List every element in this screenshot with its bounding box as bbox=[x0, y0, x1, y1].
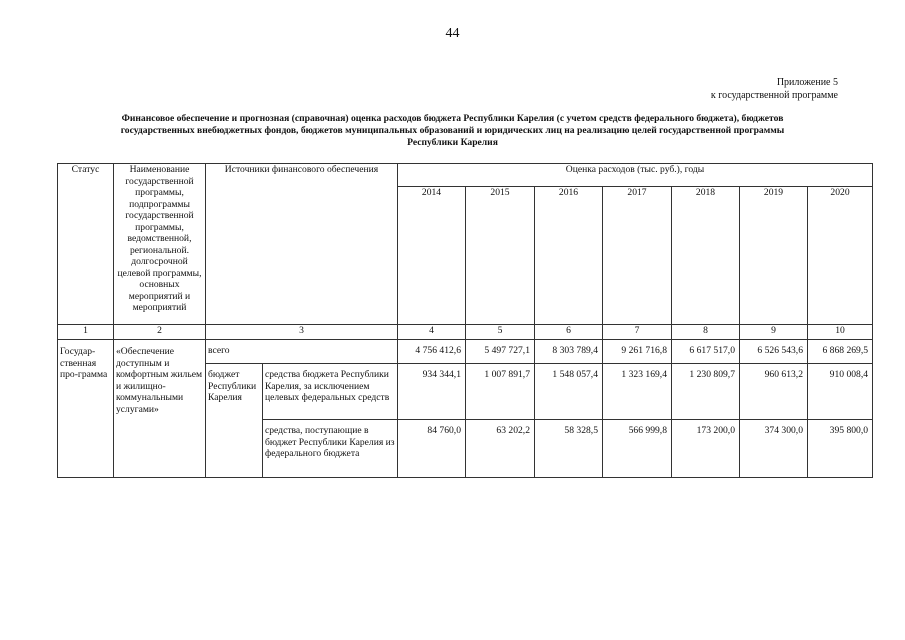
program-status: Государ-ственная про-грамма bbox=[58, 340, 114, 478]
page-number: 44 bbox=[445, 26, 460, 41]
source-federal: средства, поступающие в бюджет Республики Карелия из федерального бюджета bbox=[263, 420, 398, 478]
value-cell: 395 800,0 bbox=[808, 420, 873, 478]
year-header: 2017 bbox=[603, 187, 672, 325]
year-header: 2014 bbox=[398, 187, 466, 325]
year-header: 2016 bbox=[535, 187, 603, 325]
year-header: 2018 bbox=[672, 187, 740, 325]
value-cell: 566 999,8 bbox=[603, 420, 672, 478]
value-cell: 6 526 543,6 bbox=[740, 340, 808, 364]
appendix-reference bbox=[711, 77, 838, 102]
column-number-row bbox=[58, 325, 873, 340]
value-cell: 910 008,4 bbox=[808, 364, 873, 420]
value-cell: 960 613,2 bbox=[740, 364, 808, 420]
title-line-3: Республики Карелия bbox=[407, 137, 498, 148]
value-cell: 8 303 789,4 bbox=[535, 340, 603, 364]
value-cell: 6 617 517,0 bbox=[672, 340, 740, 364]
year-header: 2015 bbox=[466, 187, 535, 325]
value-cell: 58 328,5 bbox=[535, 420, 603, 478]
column-number: 7 bbox=[603, 325, 672, 340]
title-line-1: Финансовое обеспечение и прогнозная (справочная) оценка расходов бюджета Республики Карелия (с учетом средств федерального бюджета), бюджетов bbox=[121, 113, 784, 124]
value-cell: 173 200,0 bbox=[672, 420, 740, 478]
header-row bbox=[58, 164, 873, 187]
value-cell: 1 230 809,7 bbox=[672, 364, 740, 420]
budget-group: бюджет Республики Карелия bbox=[206, 364, 263, 478]
column-number: 5 bbox=[466, 325, 535, 340]
source-total: всего bbox=[206, 340, 398, 364]
value-cell: 84 760,0 bbox=[398, 420, 466, 478]
value-cell: 1 007 891,7 bbox=[466, 364, 535, 420]
appendix-line-1: Приложение 5 bbox=[776, 77, 838, 88]
value-cell: 4 756 412,6 bbox=[398, 340, 466, 364]
value-cell: 934 344,1 bbox=[398, 364, 466, 420]
header-status: Статус bbox=[58, 164, 114, 325]
column-number: 9 bbox=[740, 325, 808, 340]
source-regional: средства бюджета Республики Карелия, за исключением целевых федеральных средств bbox=[263, 364, 398, 420]
column-number: 6 bbox=[535, 325, 603, 340]
value-cell: 63 202,2 bbox=[466, 420, 535, 478]
table-row bbox=[58, 340, 873, 364]
appendix-line-2: к государственной программе bbox=[710, 89, 838, 101]
year-header: 2020 bbox=[808, 187, 873, 325]
header-name: Наименование государственной программы, подпрограммы государственной программы, ведомственной, региональной. долгосрочной целевой программы, основных мероприятий и мероприятий bbox=[114, 164, 206, 325]
value-cell: 1 323 169,4 bbox=[603, 364, 672, 420]
header-sources: Источники финансового обеспечения bbox=[206, 164, 398, 325]
value-cell: 374 300,0 bbox=[740, 420, 808, 478]
year-header: 2019 bbox=[740, 187, 808, 325]
document-title bbox=[60, 113, 845, 149]
value-cell: 1 548 057,4 bbox=[535, 364, 603, 420]
program-name: «Обеспечение доступным и комфортным жильем и жилищно-коммунальными услугами» bbox=[114, 340, 206, 478]
column-number: 1 bbox=[58, 325, 114, 340]
value-cell: 6 868 269,5 bbox=[808, 340, 873, 364]
value-cell: 9 261 716,8 bbox=[603, 340, 672, 364]
column-number: 3 bbox=[206, 325, 398, 340]
column-number: 10 bbox=[808, 325, 873, 340]
column-number: 4 bbox=[398, 325, 466, 340]
header-estimate: Оценка расходов (тыс. руб.), годы bbox=[398, 164, 873, 187]
column-number: 8 bbox=[672, 325, 740, 340]
budget-table bbox=[57, 163, 873, 478]
title-line-2: государственных внебюджетных фондов, бюджетов муниципальных образований и юридических лиц на реализацию целей государственной программы bbox=[120, 125, 785, 136]
column-number: 2 bbox=[114, 325, 206, 340]
value-cell: 5 497 727,1 bbox=[466, 340, 535, 364]
